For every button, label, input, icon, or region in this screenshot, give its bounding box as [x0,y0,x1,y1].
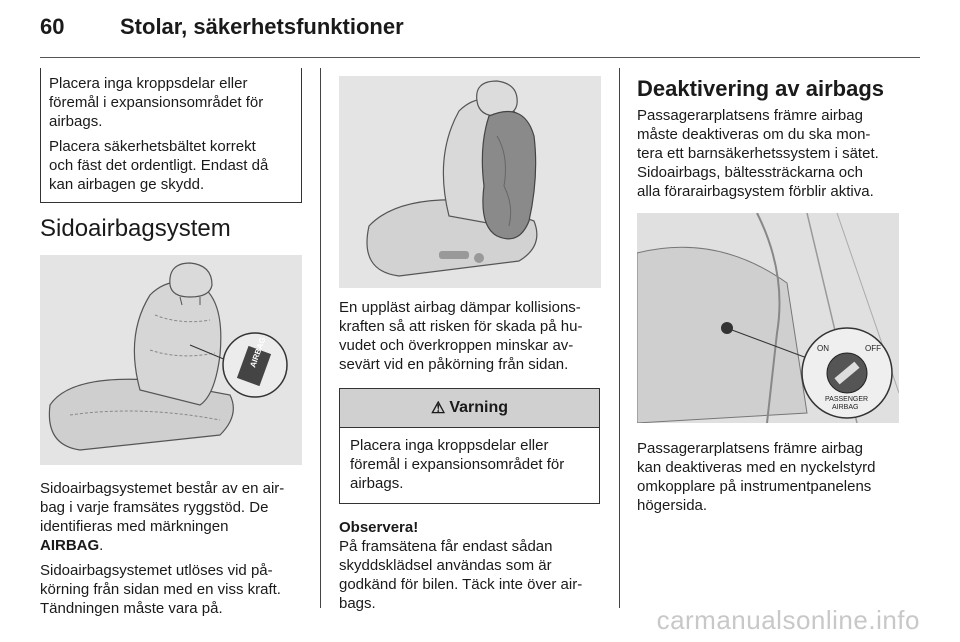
column-1 [40,68,302,618]
switch-on-label: ON [817,344,829,353]
column-divider-2 [619,68,620,608]
column-3 [637,68,899,515]
warning-box-continued [40,68,302,203]
inflated-airbag-illustration [339,76,601,288]
warning-text-1: Placera inga kroppsdelar eller föremål i expansionsområdet för airbags. [49,75,264,130]
dashboard-switch-illustration [637,213,899,423]
seat-airbag-illustration [339,76,601,288]
airbag-label: AIRBAG [248,335,268,369]
switch-label-airbag: AIRBAG [832,404,859,411]
paragraph-deaktivering-2: Passagerarplatsens främre airbag kan deaktiveras med en nyckelstyrd omkopplare på instrumentpanelens högersida. [637,440,876,514]
note-title: Observera! [339,519,419,536]
header-divider [40,57,920,58]
switch-label-passenger: PASSENGER [825,396,869,403]
page-title: Stolar, säkerhetsfunktioner [120,14,404,39]
note-block [339,518,601,613]
airbag-marking: AIRBAG [40,537,100,554]
warning-box [339,388,600,504]
warning-header [340,389,599,428]
paragraph-sidoairbag-1: Sidoairbagsystemet består av en air- bag i varje framsätes ryggstöd. De identifieras med märkningen AIRBAG. [40,480,285,554]
warning-icon: ⚠ [430,400,446,417]
warning-text-2: Placera säkerhetsbältet korrekt och fäst det ordentligt. Endast då kan airbagen ge skydd. [49,138,269,193]
watermark: carmanualsonline.info [656,605,920,635]
column-divider-1 [320,68,321,608]
airbag-switch-illustration [637,213,899,423]
seat-airbag-label-illustration [40,255,302,465]
warning-body: Placera inga kroppsdelar eller föremål i expansionsområdet för airbags. [350,437,565,492]
paragraph-airbag-effect: En uppläst airbag dämpar kollisions- kraften så att risken för skada på hu- vudet och överkroppen minskar av- sevärt vid en påkörning från sidan. [339,299,583,373]
switch-off-label: OFF [865,344,881,353]
column-2 [339,68,601,613]
section-heading-sidoairbag: Sidoairbagsystem [40,215,231,242]
paragraph-deaktivering-1: Passagerarplatsens främre airbag måste deaktiveras om du ska mon- tera ett barnsäkerhetssystem i sätet. Sidoairbags, bältessträckarna och alla förarairbagsystem förblir aktiva. [637,107,879,200]
seat-illustration [40,255,302,465]
warning-title: Varning [449,399,509,416]
page-header [40,14,920,54]
page-number: 60 [40,14,65,39]
section-heading-deaktivering: Deaktivering av airbags [637,76,885,101]
note-text: På framsätena får endast sådan skyddsklädsel användas som är godkänd för bilen. Täck inte över air- bags. [339,538,583,612]
paragraph-sidoairbag-2: Sidoairbagsystemet utlöses vid på- körning från sidan med en viss kraft. Tändningen måste vara på. [40,562,281,617]
